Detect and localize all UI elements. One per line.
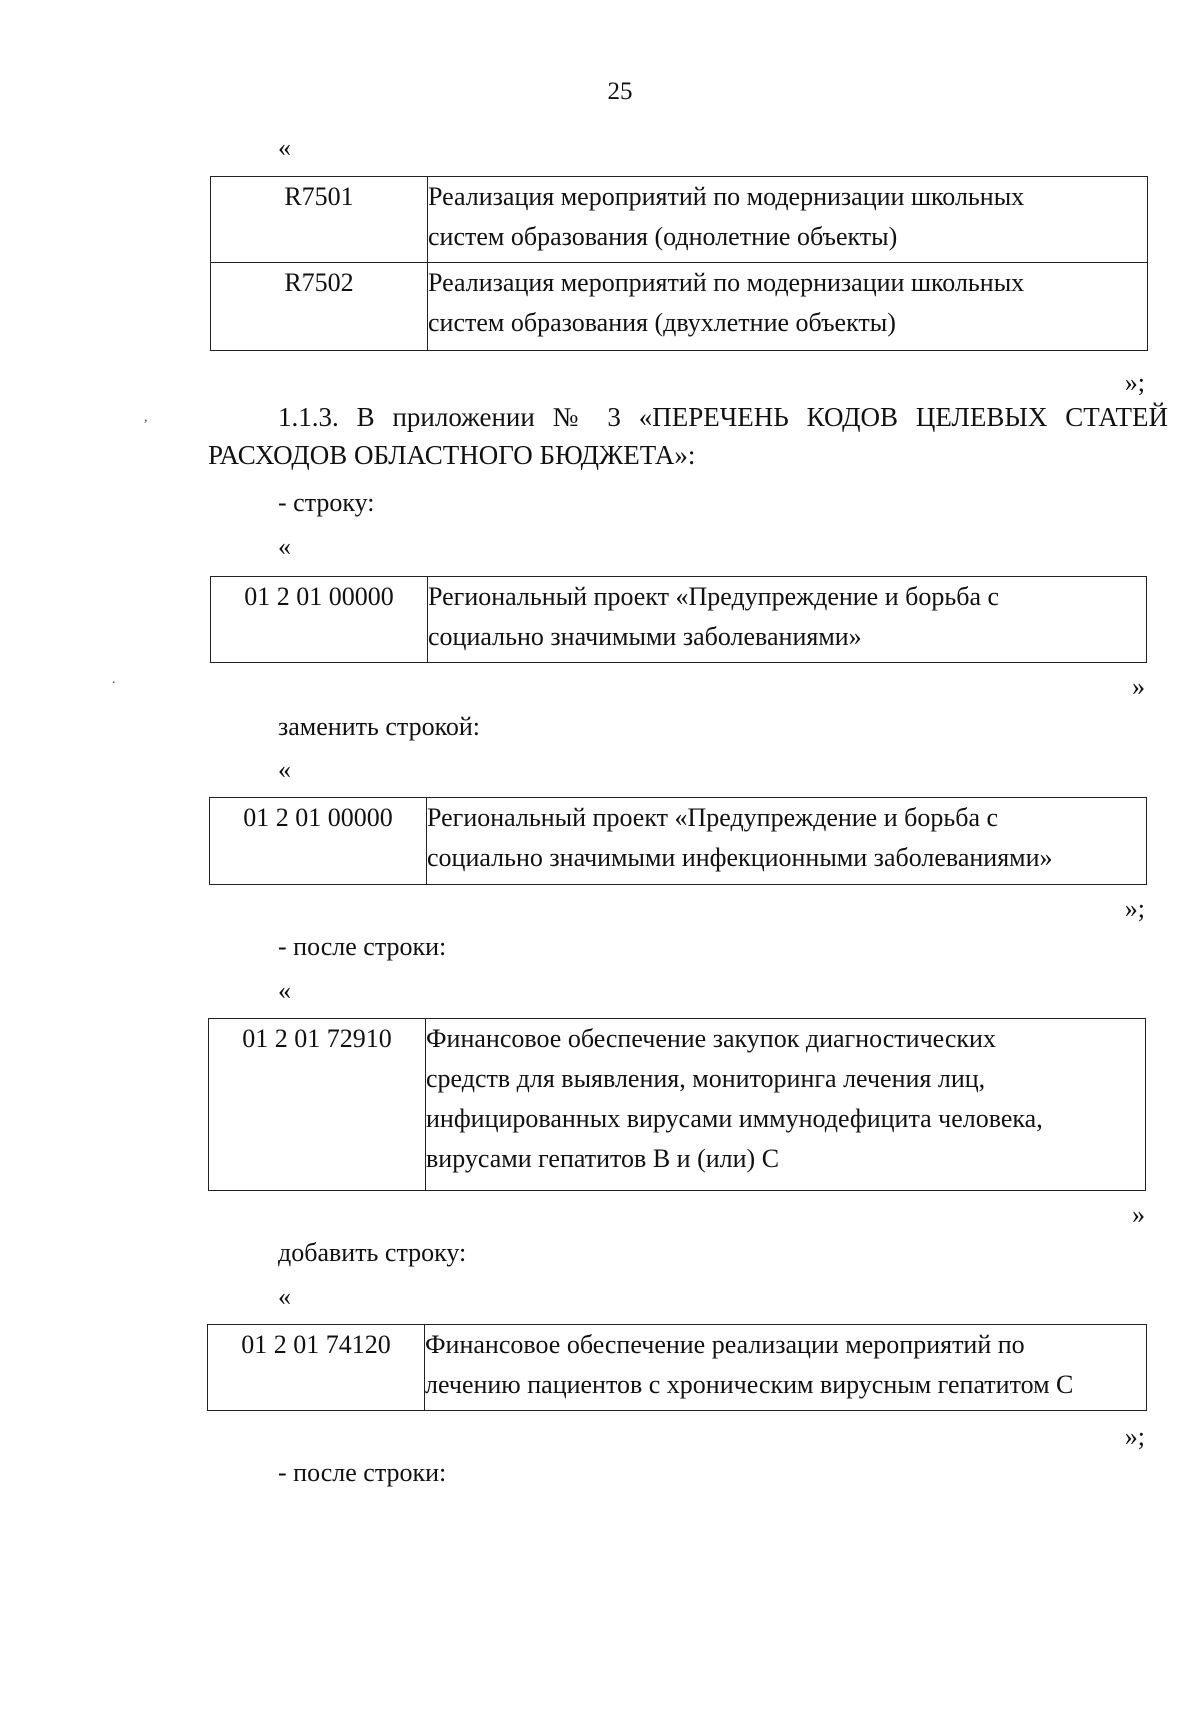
- description-line: средств для выявления, мониторинга лечения лиц,: [426, 1064, 986, 1093]
- open-quote: «: [278, 532, 291, 561]
- description-line: Финансовое обеспечение закупок диагностических: [426, 1024, 996, 1053]
- table-row: [208, 1325, 1147, 1411]
- close-quote: »: [1132, 672, 1145, 701]
- code-cell: 01 2 01 74120: [208, 1325, 425, 1411]
- instruction-after: - после строки:: [278, 932, 447, 961]
- close-quote: »;: [1124, 368, 1145, 397]
- description-line: социально значимыми заболеваниями»: [428, 622, 862, 651]
- description-cell: [427, 798, 1147, 885]
- open-quote: «: [278, 976, 291, 1005]
- description-line: Реализация мероприятий по модернизации школьных: [428, 182, 1025, 211]
- margin-mark: ,: [144, 410, 148, 425]
- code-table-r75: [210, 176, 1148, 351]
- code-cell: 01 2 01 72910: [209, 1019, 426, 1191]
- description-cell: [426, 1019, 1146, 1191]
- description-line: систем образования (однолетние объекты): [428, 222, 898, 251]
- open-quote: «: [278, 133, 291, 162]
- instruction-replace: заменить строкой:: [278, 712, 481, 741]
- description-line: Реализация мероприятий по модернизации школьных: [428, 268, 1025, 297]
- open-quote: «: [278, 1282, 291, 1311]
- code-cell: 01 2 01 00000: [211, 577, 428, 663]
- table-row: [211, 263, 1148, 351]
- description-line: систем образования (двухлетние объекты): [428, 308, 896, 337]
- close-quote: »;: [1124, 1422, 1145, 1451]
- code-cell: R7501: [211, 177, 428, 263]
- page-number: 25: [607, 78, 633, 105]
- description-line: социально значимыми инфекционными заболеваниями»: [427, 843, 1053, 872]
- instruction-line: - строку:: [278, 488, 375, 517]
- description-line: Финансовое обеспечение реализации мероприятий по: [425, 1330, 1025, 1359]
- description-line: Региональный проект «Предупреждение и борьба с: [428, 582, 1000, 611]
- description-cell: [428, 577, 1147, 663]
- table-row: [211, 577, 1147, 663]
- instruction-add: добавить строку:: [278, 1238, 467, 1267]
- code-table-d: [207, 1324, 1147, 1411]
- description-cell: [425, 1325, 1147, 1411]
- open-quote: «: [278, 755, 291, 784]
- table-row: [209, 1019, 1146, 1191]
- table-row: [211, 177, 1148, 263]
- close-quote: »;: [1124, 894, 1145, 923]
- code-table-b: [209, 797, 1147, 885]
- description-line: вирусами гепатитов В и (или) С: [426, 1144, 780, 1173]
- description-line: инфицированных вирусами иммунодефицита человека,: [426, 1104, 1043, 1133]
- table-row: [210, 798, 1147, 885]
- paragraph-1-1-3: 1.1.3. В приложении № 3 «ПЕРЕЧЕНЬ КОДОВ ЦЕЛЕВЫХ СТАТЕЙ РАСХОДОВ ОБЛАСТНОГО БЮДЖЕТА»:: [208, 402, 1168, 470]
- description-line: Региональный проект «Предупреждение и борьба с: [427, 803, 999, 832]
- code-cell: 01 2 01 00000: [210, 798, 427, 885]
- description-cell: [428, 177, 1148, 263]
- code-table-c: [208, 1018, 1146, 1191]
- description-line: лечению пациентов с хроническим вирусным гепатитом С: [425, 1370, 1074, 1399]
- margin-mark: .: [112, 672, 116, 687]
- close-quote: »: [1132, 1200, 1145, 1229]
- instruction-after-2: - после строки:: [278, 1458, 447, 1487]
- code-table-a: [210, 576, 1147, 663]
- code-cell: R7502: [211, 263, 428, 351]
- description-cell: [428, 263, 1148, 351]
